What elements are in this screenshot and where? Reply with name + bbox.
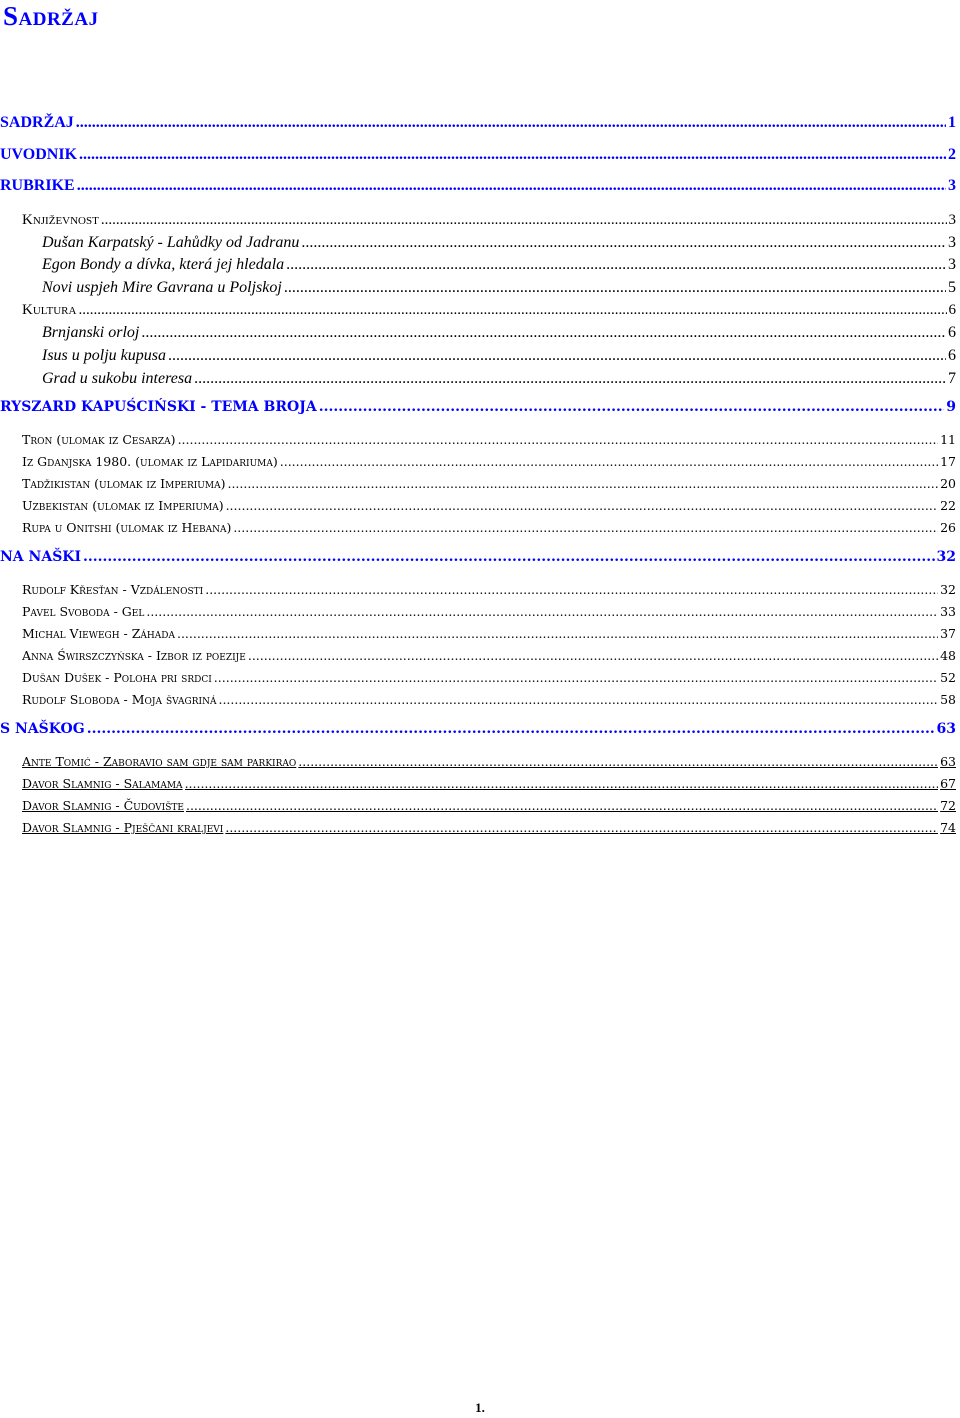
toc-entry-na-naski[interactable] (0, 549, 956, 565)
leader-dots (185, 776, 939, 791)
toc-entry-page: 67 (940, 776, 956, 791)
toc-entry-label: Novi uspjeh Mire Gavrana u Poljskoj (42, 279, 282, 296)
toc-entry-label: S NAŠKOG (0, 721, 85, 737)
leader-dots (214, 670, 938, 685)
toc-entry-label: Uzbekistan (ulomak iz Imperiuma) (22, 498, 224, 513)
toc-entry-label: Tron (ulomak iz Cesarza) (22, 432, 176, 447)
toc-entry-label: Isus u polju kupusa (42, 347, 166, 364)
toc-entry-page: 6 (948, 324, 956, 341)
toc-entry-page: 11 (940, 432, 956, 447)
toc-entry-page: 37 (940, 626, 956, 641)
toc-entry-s-naskog[interactable] (0, 721, 956, 737)
toc-entry-krestan[interactable] (22, 582, 956, 597)
leader-dots (225, 820, 938, 835)
leader-dots (146, 604, 938, 619)
toc-entry-label: Tadžikistan (ulomak iz Imperiuma) (22, 476, 226, 491)
toc-entry-page: 58 (940, 692, 956, 707)
toc-entry-page: 1 (948, 114, 956, 131)
toc-entry-page: 33 (940, 604, 956, 619)
toc-entry-page: 74 (940, 820, 956, 835)
toc-entry-uzbekistan[interactable] (22, 498, 956, 513)
toc-entry-swirszczynska[interactable] (22, 648, 956, 663)
leader-dots (319, 399, 945, 415)
leader-dots (301, 234, 946, 252)
toc-entry-knjizevnost[interactable] (22, 212, 956, 229)
leader-dots (205, 582, 938, 597)
toc-entry-tron[interactable] (22, 432, 956, 447)
toc-entry-page: 63 (936, 721, 956, 737)
toc-entry-page: 6 (948, 302, 956, 318)
leader-dots (248, 648, 938, 663)
toc-entry-svoboda[interactable] (22, 604, 956, 619)
toc-entry-uvodnik[interactable] (0, 146, 956, 164)
leader-dots (284, 279, 946, 297)
toc-entry-tadzikistan[interactable] (22, 476, 956, 491)
toc-entry-label: Iz Gdanjska 1980. (ulomak iz Lapidariuma) (22, 454, 278, 469)
toc-entry-label: Egon Bondy a dívka, která jej hledala (42, 256, 285, 273)
toc-entry-page: 3 (948, 212, 956, 228)
leader-dots (78, 302, 946, 319)
toc-entry-label: Davor Slamnig - Čudovište (22, 798, 184, 813)
toc-entry-label: Rudolf Křesťan - Vzdálenosti (22, 582, 204, 597)
toc-entry-rubrike[interactable] (0, 177, 956, 195)
toc-entry-page: 22 (940, 498, 956, 513)
toc-entry-label: RYSZARD KAPUŚCIŃSKI - TEMA BROJA (0, 399, 317, 415)
leader-dots (168, 347, 946, 365)
toc-entry-kapuscinski[interactable] (0, 399, 956, 415)
toc-entry-page: 20 (940, 476, 956, 491)
toc-entry-page: 17 (940, 454, 956, 469)
toc-entry-label: Davor Slamnig - Salamama (22, 776, 183, 791)
toc-entry-label: Kultura (22, 302, 77, 318)
leader-dots (226, 498, 939, 513)
leader-dots (298, 754, 938, 769)
toc-entry-page: 52 (940, 670, 956, 685)
toc-entry-page: 72 (940, 798, 956, 813)
leader-dots (87, 721, 935, 737)
toc-entry-page: 3 (948, 256, 956, 273)
toc-entry-gdanjsk[interactable] (22, 454, 956, 469)
toc-entry-orloj[interactable] (42, 324, 956, 342)
leader-dots (141, 324, 946, 342)
leader-dots (177, 626, 938, 641)
toc-entry-page: 5 (948, 279, 956, 296)
leader-dots (76, 114, 946, 132)
toc-entry-label: Davor Slamnig - Pješčani kraljevi (22, 820, 224, 835)
leader-dots (186, 798, 938, 813)
toc-entry-kultura[interactable] (22, 302, 956, 319)
toc-entry-page: 2 (948, 146, 956, 163)
toc-entry-label: NA NAŠKI (0, 549, 82, 565)
toc-entry-pjescani-kraljevi[interactable] (22, 820, 956, 835)
toc-entry-page: 7 (948, 370, 956, 387)
leader-dots (233, 520, 938, 535)
toc-entry-bondy[interactable] (42, 256, 956, 274)
toc-entry-page: 3 (948, 177, 956, 194)
toc-entry-page: 26 (940, 520, 956, 535)
toc-entry-label: Rupa u Onitshi (ulomak iz Hebana) (22, 520, 232, 535)
leader-dots (227, 476, 938, 491)
toc-entry-karpatsky[interactable] (42, 234, 956, 252)
toc-entry-label: UVODNIK (0, 146, 78, 163)
toc-entry-label: Dušan Karpatský - Lahůdky od Jadranu (42, 234, 300, 251)
toc-entry-label: RUBRIKE (0, 177, 75, 194)
toc-entry-isus[interactable] (42, 347, 956, 365)
leader-dots (194, 370, 946, 388)
toc-entry-onitsha[interactable] (22, 520, 956, 535)
leader-dots (218, 692, 938, 707)
toc-entry-cudoviste[interactable] (22, 798, 956, 813)
leader-dots (79, 146, 946, 164)
toc-entry-label: Rudolf Sloboda - Moja švagriná (22, 692, 217, 707)
leader-dots (77, 177, 946, 195)
leader-dots (178, 432, 939, 447)
toc-entry-page: 63 (940, 754, 956, 769)
toc-entry-salamama[interactable] (22, 776, 956, 791)
page-title: Sadržaj (3, 1, 99, 31)
toc-entry-dusek[interactable] (22, 670, 956, 685)
leader-dots (280, 454, 938, 469)
toc-entry-label: Dušan Dušek - Poloha pri srdci (22, 670, 212, 685)
toc-entry-label: Brnjanski orloj (42, 324, 140, 341)
toc-entry-page: 6 (948, 347, 956, 364)
toc-entry-viewegh[interactable] (22, 626, 956, 641)
toc-entry-gavran[interactable] (42, 279, 956, 297)
toc-entry-page: 32 (940, 582, 956, 597)
leader-dots (101, 212, 947, 229)
toc-entry-sloboda[interactable] (22, 692, 956, 707)
toc-entry-label: Michal Viewegh - Záhada (22, 626, 175, 641)
toc-entry-label: Ante Tomić - Zaboravio sam gdje sam parkirao (22, 754, 297, 769)
toc-entry-grad[interactable] (42, 370, 956, 388)
leader-dots (286, 256, 946, 274)
leader-dots (83, 549, 934, 565)
toc-entry-sadrzaj[interactable] (0, 114, 956, 132)
toc-entry-label: Književnost (22, 212, 99, 228)
toc-entry-page: 48 (940, 648, 956, 663)
toc-entry-label: Pavel Svoboda - Gel (22, 604, 145, 619)
toc-entry-page: 3 (948, 234, 956, 251)
page-number: 1. (475, 1400, 485, 1415)
toc-entry-page: 32 (936, 549, 956, 565)
toc-entry-label: SADRŽAJ (0, 114, 74, 131)
toc-entry-label: Anna Świrszczyńska - Izbor iz poezije (22, 648, 246, 663)
toc-entry-tomic[interactable] (22, 754, 956, 769)
toc-entry-label: Grad u sukobu interesa (42, 370, 193, 387)
toc-entry-page: 9 (946, 399, 956, 415)
